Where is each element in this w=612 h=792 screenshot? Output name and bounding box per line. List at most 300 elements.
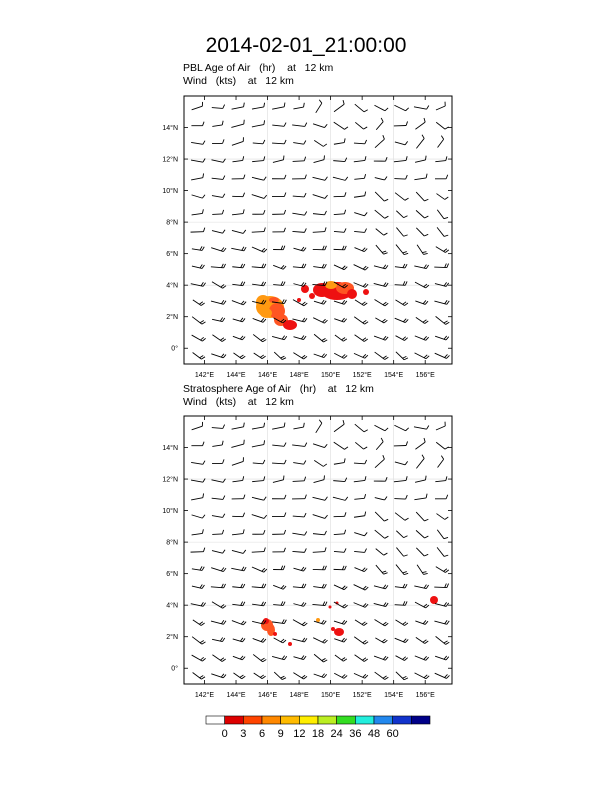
lat-label: 8°N <box>166 539 178 547</box>
wind-barb <box>211 297 226 304</box>
wind-barb <box>313 210 326 215</box>
wind-barb <box>333 192 346 196</box>
wind-barb <box>252 191 267 199</box>
wind-barb <box>335 652 347 662</box>
panel1-orange-cluster <box>256 295 297 330</box>
wind-barb <box>191 122 204 126</box>
wind-barb <box>251 440 265 447</box>
wind-barb <box>332 420 346 432</box>
wind-barb <box>396 208 407 219</box>
wind-barb <box>414 582 428 589</box>
colorbar-label: 18 <box>311 728 325 740</box>
lat-label: 10°N <box>162 188 178 196</box>
lon-label: 150°E <box>321 372 341 379</box>
lon-label: 154°E <box>384 692 404 699</box>
wind-barb <box>416 509 428 522</box>
wind-barb <box>251 423 265 429</box>
wind-barb <box>272 210 286 214</box>
wind-barb <box>355 331 368 342</box>
panel2-gridlines <box>184 416 452 684</box>
wind-barb <box>374 652 388 660</box>
wind-barb <box>415 599 429 609</box>
wind-barb <box>354 670 368 679</box>
wind-barb <box>334 581 347 590</box>
wind-barb <box>233 635 245 642</box>
wind-barb <box>292 495 306 499</box>
wind-barb <box>252 173 266 180</box>
wind-barb <box>396 349 408 361</box>
wind-barb <box>273 566 285 570</box>
wind-barb <box>374 262 388 269</box>
wind-barb <box>232 175 245 179</box>
wind-barb <box>314 457 327 467</box>
colorbar-label: 0 <box>221 728 228 740</box>
wind-barb <box>230 120 245 128</box>
wind-barb <box>272 459 286 464</box>
wind-barb <box>355 421 368 433</box>
wind-barb <box>334 227 346 232</box>
wind-barb <box>334 635 346 643</box>
colorbar-box <box>355 716 374 724</box>
colorbar-label: 60 <box>386 728 399 740</box>
wind-barb <box>211 617 226 624</box>
wind-barb <box>413 455 425 469</box>
lat-label: 8°N <box>166 219 178 227</box>
lon-label: 144°E <box>226 692 246 699</box>
panel2-field-units: (hr) <box>299 383 317 395</box>
wind-barb <box>396 545 407 557</box>
wind-barb <box>231 244 246 251</box>
lat-label: 6°N <box>166 251 178 259</box>
colorbar-box <box>281 716 300 724</box>
wind-barb <box>313 314 327 324</box>
wind-barb <box>354 547 366 552</box>
wind-barb <box>334 119 348 130</box>
wind-barb <box>334 245 347 249</box>
wind-barb <box>230 440 245 448</box>
wind-barb <box>334 350 347 359</box>
wind-barb <box>272 121 286 126</box>
wind-barb <box>192 262 205 269</box>
wind-barb <box>395 616 407 626</box>
wind-barb <box>273 281 285 286</box>
wind-barb <box>417 563 428 576</box>
wind-barb <box>334 315 346 323</box>
wind-barb <box>212 441 224 447</box>
lon-label: 154°E <box>384 372 404 379</box>
colorbar-label: 36 <box>349 728 362 740</box>
panel1-map <box>162 96 452 379</box>
wind-barb <box>394 422 408 432</box>
wind-barb <box>434 263 448 268</box>
wind-barb <box>232 227 246 234</box>
wind-barb <box>415 332 429 341</box>
wind-barb <box>375 494 387 501</box>
wind-barb <box>313 191 328 199</box>
wind-barb <box>313 173 328 180</box>
wind-barb <box>415 652 429 661</box>
wind-barb <box>312 100 322 113</box>
wind-barb <box>436 563 449 573</box>
wind-barb <box>434 102 446 110</box>
wind-barb <box>415 349 430 359</box>
wind-barb <box>231 457 245 465</box>
wind-barb <box>416 225 428 237</box>
wind-barb <box>396 332 408 341</box>
wind-barb <box>212 598 226 609</box>
lat-label: 4°N <box>166 602 178 610</box>
wind-barb <box>252 511 267 519</box>
wind-barb <box>375 189 388 202</box>
wind-barb <box>253 331 266 342</box>
colorbar-box <box>411 716 430 724</box>
wind-barb <box>434 583 448 588</box>
wind-barb <box>376 242 388 255</box>
wind-barb <box>314 651 327 663</box>
panel1-frame <box>184 96 452 364</box>
wind-barb <box>272 548 285 552</box>
wind-barb <box>436 439 448 450</box>
wind-barb <box>252 243 267 252</box>
wind-barb <box>395 315 409 324</box>
wind-barb <box>353 512 366 518</box>
wind-barb <box>395 138 408 145</box>
wind-barb <box>273 601 285 606</box>
wind-barb <box>375 174 387 181</box>
panel1-field-level: at 12 km <box>287 62 334 74</box>
wind-barb <box>191 138 205 144</box>
wind-barb <box>233 670 245 680</box>
panel2-wind-level: at 12 km <box>247 396 294 408</box>
wind-barb <box>375 314 387 323</box>
wind-barb <box>232 583 244 588</box>
wind-barb <box>436 510 448 520</box>
wind-barb <box>192 314 205 326</box>
panel2-map <box>162 416 452 699</box>
wind-barb <box>374 332 388 340</box>
wind-barb <box>395 190 408 202</box>
wind-barb <box>273 582 286 590</box>
wind-barb <box>414 103 429 110</box>
wind-barb <box>375 207 389 219</box>
wind-barb <box>193 669 205 680</box>
wind-barb <box>413 135 425 149</box>
wind-barb <box>293 653 306 660</box>
wind-barb <box>212 331 225 342</box>
wind-barb <box>253 139 265 144</box>
wind-barb <box>394 102 408 112</box>
panel1-gridlines <box>184 96 452 364</box>
wind-barb <box>252 210 265 214</box>
panel2-central-cluster <box>316 602 344 637</box>
wind-barb <box>252 493 266 500</box>
lat-label: 0° <box>171 665 178 673</box>
wind-barb <box>375 527 389 539</box>
wind-barb <box>376 562 388 575</box>
wind-barb <box>192 634 205 646</box>
wind-barb <box>232 192 244 196</box>
wind-barb <box>335 332 347 342</box>
wind-barb <box>192 245 204 251</box>
wind-barb <box>414 174 428 180</box>
wind-barb <box>354 350 368 359</box>
wind-barb <box>293 669 307 680</box>
wind-barb <box>212 512 225 518</box>
wind-barb <box>334 565 347 569</box>
wind-barb <box>395 296 407 306</box>
panel1-wind-barbs <box>190 100 449 361</box>
wind-barb <box>212 192 225 198</box>
wind-barb <box>312 420 322 433</box>
lon-label: 156°E <box>415 692 435 699</box>
wind-barb <box>293 512 306 517</box>
lon-label: 142°E <box>194 372 215 379</box>
wind-barb <box>292 209 306 215</box>
wind-barb <box>254 350 266 360</box>
wind-barb <box>416 634 428 644</box>
wind-barb <box>353 192 366 198</box>
lon-label: 152°E <box>352 372 372 379</box>
wind-barb <box>232 280 245 285</box>
wind-barb <box>253 651 266 662</box>
wind-barb <box>293 616 307 626</box>
wind-barb <box>354 139 367 144</box>
wind-barb <box>211 263 226 268</box>
wind-barb <box>394 175 407 180</box>
wind-barb <box>355 296 367 306</box>
wind-barb <box>436 119 448 130</box>
wind-barb <box>190 102 203 110</box>
wind-barb <box>212 459 224 463</box>
wind-barb <box>313 530 326 535</box>
wind-barb <box>190 173 204 179</box>
colorbar-label: 6 <box>258 728 266 740</box>
wind-barb <box>293 103 305 109</box>
wind-barb <box>293 600 306 607</box>
wind-barb <box>395 601 407 606</box>
wind-barb <box>232 263 244 268</box>
wind-barb <box>192 511 205 519</box>
wind-barb <box>192 582 205 589</box>
lon-label: 148°E <box>289 372 309 379</box>
wind-barb <box>314 137 327 147</box>
wind-barb <box>436 633 450 645</box>
wind-barb <box>293 459 306 465</box>
wind-barb <box>435 495 448 499</box>
wind-barb <box>434 297 449 305</box>
wind-barb <box>212 651 225 662</box>
panel2-wind-name: Wind <box>183 396 207 408</box>
wind-barb <box>416 207 428 219</box>
wind-barb <box>212 174 225 179</box>
wind-barb <box>436 313 450 325</box>
wind-barb <box>437 225 448 238</box>
wind-barb <box>190 548 205 552</box>
lon-label: 148°E <box>289 692 309 699</box>
wind-barb <box>413 438 426 449</box>
wind-barb <box>394 441 408 445</box>
wind-barb <box>293 139 306 145</box>
wind-barb <box>416 189 428 202</box>
wind-barb <box>293 263 306 268</box>
wind-barb <box>313 511 328 519</box>
wind-barb <box>212 635 225 641</box>
wind-barb <box>211 350 226 358</box>
wind-barb <box>212 121 224 127</box>
wind-barb <box>355 101 368 113</box>
lon-label: 146°E <box>257 692 278 699</box>
wind-barb <box>293 583 306 588</box>
wind-barb <box>314 670 327 678</box>
wind-barb <box>435 175 448 179</box>
wind-barb <box>373 438 384 450</box>
wind-barb <box>252 563 267 572</box>
colorbar <box>206 716 430 724</box>
wind-barb <box>192 565 204 571</box>
wind-barb <box>374 600 388 607</box>
wind-barb <box>232 600 245 605</box>
wind-barb <box>252 583 266 588</box>
panel1-age-of-air-shading <box>256 281 369 330</box>
wind-barb <box>211 670 226 678</box>
wind-barb <box>434 456 444 468</box>
wind-barb <box>395 510 408 522</box>
wind-barb <box>373 118 384 130</box>
wind-barb <box>272 512 286 516</box>
wind-barb <box>192 191 205 199</box>
wind-barb <box>192 332 206 342</box>
panel2-age-of-air-shading <box>261 596 438 646</box>
wind-barb <box>231 103 245 110</box>
colorbar-box <box>225 716 244 724</box>
wind-barb <box>334 210 346 215</box>
lat-label: 6°N <box>166 571 178 579</box>
wind-barb <box>415 279 429 289</box>
wind-barb <box>251 120 265 127</box>
wind-barb <box>354 261 369 271</box>
wind-barb <box>191 529 204 535</box>
wind-barb <box>313 634 327 644</box>
wind-barb <box>212 530 224 535</box>
wind-barb <box>292 635 306 642</box>
wind-barb <box>232 495 245 499</box>
wind-barb <box>354 209 367 216</box>
wind-barb <box>376 226 388 237</box>
lat-label: 4°N <box>166 282 178 290</box>
wind-barb <box>251 103 265 109</box>
wind-barb <box>395 263 407 268</box>
wind-barb <box>272 495 286 499</box>
wind-barb <box>313 583 326 589</box>
wind-barb <box>354 529 367 536</box>
wind-barb <box>334 261 347 270</box>
wind-barb <box>312 227 326 232</box>
wind-barb <box>233 350 245 360</box>
lat-label: 14°N <box>162 445 178 453</box>
panel2-frame <box>184 416 452 684</box>
wind-barb <box>191 458 205 464</box>
panel1-wind-units: (kts) <box>215 75 237 87</box>
wind-barb <box>416 527 428 539</box>
wind-barb <box>190 493 204 499</box>
panel1-ticks <box>184 96 452 364</box>
main-title: 2014-02-01_21:00:00 <box>205 34 407 57</box>
wind-barb <box>233 653 245 661</box>
wind-barb <box>415 617 428 625</box>
panel2-lat-labels <box>162 444 178 673</box>
wind-barb <box>435 332 449 340</box>
wind-barb <box>435 652 449 660</box>
lat-label: 2°N <box>166 314 178 322</box>
wind-barb <box>191 209 204 215</box>
wind-barb <box>333 493 348 500</box>
wind-barb <box>434 136 444 148</box>
wind-barb <box>292 175 306 179</box>
wind-barb <box>417 243 428 256</box>
lat-label: 0° <box>171 345 178 353</box>
wind-barb <box>334 599 348 609</box>
wind-barb <box>211 583 226 588</box>
wind-barb <box>272 441 286 446</box>
panel1-lat-labels <box>162 124 178 353</box>
wind-barb <box>231 564 246 571</box>
colorbar-box <box>337 716 356 724</box>
wind-barb <box>376 546 388 557</box>
wind-barb <box>355 439 367 450</box>
wind-barb <box>293 423 305 429</box>
wind-barb <box>354 633 368 644</box>
panel2-ticks <box>184 416 452 684</box>
wind-barb <box>212 547 225 554</box>
colorbar-label: 3 <box>240 728 247 740</box>
wind-barb <box>354 581 369 591</box>
colorbar-box <box>299 716 318 724</box>
wind-barb <box>191 280 206 287</box>
wind-barb <box>271 423 285 430</box>
lat-label: 14°N <box>162 125 178 133</box>
wind-barb <box>272 653 287 660</box>
colorbar-box <box>393 716 412 724</box>
wind-barb <box>272 175 286 179</box>
lon-label: 156°E <box>415 372 435 379</box>
wind-barb <box>212 315 225 321</box>
wind-barb <box>375 509 388 522</box>
wind-barb <box>191 600 206 607</box>
panel1-field-name: PBL Age of Air <box>183 62 251 74</box>
wind-barb <box>394 495 407 500</box>
wind-barb <box>253 635 266 643</box>
wind-barb <box>232 297 246 306</box>
colorbar-box <box>206 716 225 724</box>
wind-barb <box>273 246 285 250</box>
wind-barb <box>313 565 327 569</box>
colorbar-box <box>262 716 281 724</box>
wind-barb <box>274 349 286 360</box>
wind-barb <box>415 297 428 305</box>
wind-barb <box>292 547 306 552</box>
wind-barb <box>435 280 449 287</box>
wind-barb <box>396 242 408 256</box>
wind-barb <box>292 529 306 535</box>
wind-barb <box>273 262 286 270</box>
wind-barb <box>395 635 409 644</box>
wind-barb <box>292 227 306 232</box>
wind-barb <box>334 670 347 679</box>
wind-barb <box>212 494 225 499</box>
wind-barb <box>231 423 245 430</box>
colorbar-label: 24 <box>330 728 343 740</box>
lat-label: 2°N <box>166 634 178 642</box>
